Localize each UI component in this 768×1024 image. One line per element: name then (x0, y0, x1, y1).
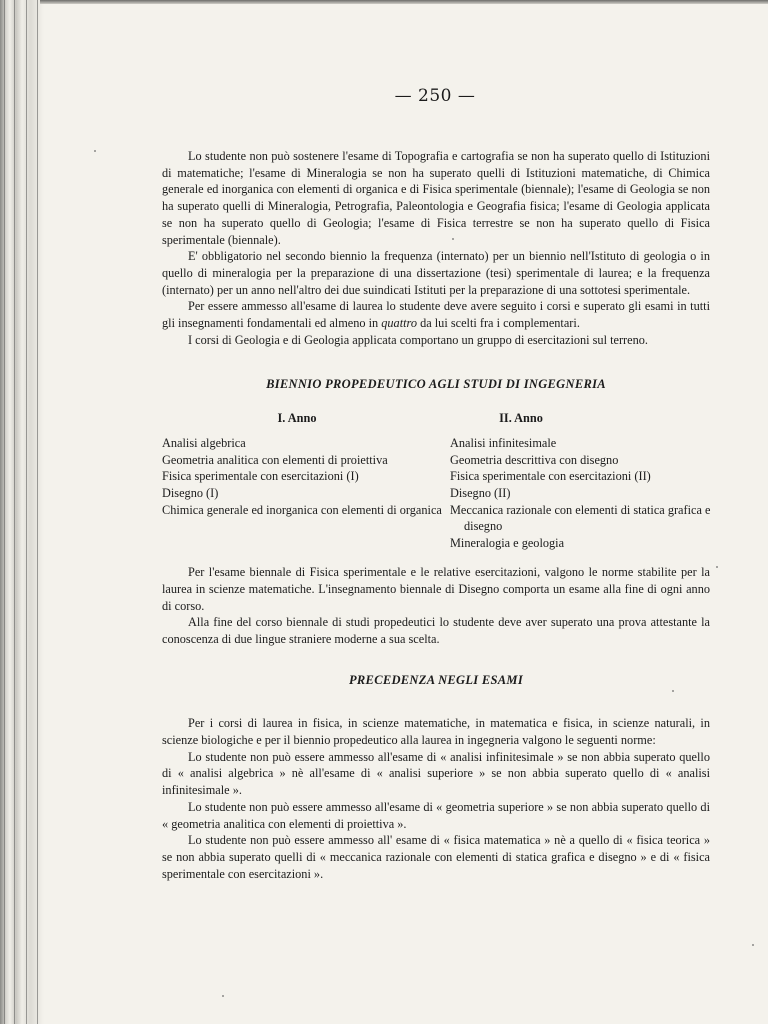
course-item: Disegno (I) (162, 485, 219, 500)
section-title-precedenza: PRECEDENZA NEGLI ESAMI (348, 672, 523, 687)
course-item: Analisi infinitesimale (450, 435, 557, 450)
binding-line (4, 0, 5, 1024)
body-paragraph: Lo studente non può essere ammesso all' esame di « fisica matematica » nè a quello di « fisica teorica » se non abbia superato quelli di « meccanica razionale con elementi di statica grafica e disegno » e di « fisica sperimentale con esercitazioni ». (162, 833, 710, 881)
course-item: Analisi algebrica (162, 435, 246, 450)
binding-line (37, 0, 38, 1024)
body-paragraph: Alla fine del corso biennale di studi propedeutici lo studente deve aver superato una prova attestante la conoscenza di due lingue straniere moderne a sua scelta. (162, 615, 710, 646)
year-1-heading: I. Anno (277, 411, 317, 426)
binding-line (26, 0, 27, 1024)
year-2-column (450, 410, 712, 552)
year-1-column (162, 410, 442, 518)
biennio-notes (162, 564, 710, 648)
course-item: Disegno (II) (450, 485, 511, 500)
section-title-biennio: BIENNIO PROPEDEUTICO AGLI STUDI DI INGEGNERIA (266, 377, 606, 392)
body-paragraph: I corsi di Geologia e di Geologia applicata comportano un gruppo di esercitazioni sul terreno. (188, 332, 648, 347)
year-1-course-list (162, 435, 442, 519)
course-item: Mineralogia e geologia (450, 536, 565, 551)
page-number: — 250 — (394, 86, 476, 106)
body-paragraph: Lo studente non può essere ammesso all'esame di « geometria superiore » se non abbia superato quello di « geometria analitica con elementi di proiettiva ». (162, 799, 710, 831)
scan-speck (752, 944, 754, 946)
scan-top-edge (40, 0, 768, 4)
body-paragraph: Per i corsi di laurea in fisica, in scienze matematiche, in matematica e fisica, in scienze naturali, in scienze biologiche e per il biennio propedeutico alla laurea in ingegneria valgono le seguenti norme: (162, 716, 710, 748)
page-body (162, 148, 710, 882)
body-paragraph: E' obbligatorio nel secondo biennio la frequenza (internato) per un biennio nell'Istituto di geologia o in quello di mineralogia per la preparazione di una dissertazione (tesi) sperimentale di laurea; e la frequenza (internato) per un anno nell'altro dei due suindicati Istituti per la preparazione di una sottotesi sperimentale. (162, 249, 710, 297)
course-item: Fisica sperimentale con esercitazioni (II) (450, 469, 651, 484)
course-columns (162, 410, 711, 551)
body-paragraph: Per essere ammesso all'esame di laurea lo studente deve avere seguito i corsi e superato gli esami in tutti gli insegnamenti fondamentali ed almeno in quattro da lui scelti fra i complementari. (162, 299, 710, 331)
scan-speck (222, 995, 224, 997)
emphasis-word: quattro (381, 316, 418, 331)
scan-speck (94, 150, 96, 152)
course-item: Geometria analitica con elementi di proiettiva (162, 452, 388, 467)
course-item: Fisica sperimentale con esercitazioni (I) (162, 469, 359, 484)
body-paragraph: Lo studente non può essere ammesso all'esame di « analisi infinitesimale » se non abbia superato quello di « analisi algebrica » nè all'esame di « analisi superiore » se non abbia superato quello di « analisi infinitesimale ». (162, 749, 710, 798)
body-paragraph: Per l'esame biennale di Fisica sperimentale e le relative esercitazioni, valgono le norme stabilite per la laurea in scienze matematiche. L'insegnamento biennale di Disegno comporta un esame alla fine di ogni anno di corso. (162, 565, 710, 613)
course-item: Meccanica razionale con elementi di statica grafica e disegno (450, 502, 711, 534)
body-paragraph: Lo studente non può sostenere l'esame di Topografia e cartografia se non ha superato quello di Istituzioni di matematiche; l'esame di Mineralogia se non ha superato quelli di Istituzioni matematiche, di Chimica generale ed inorganica con elementi di organica e di Fisica sperimentale (biennale); l'esame di Geologia se non ha superato quelli di Mineralogia, Petrografia, Paleontologia e Geografia fisica; l'esame di Geologia applicata se non ha superato quello di Geologia; l'esame di Fisica terrestre se non ha superato quello di Fisica sperimentale (biennale). (162, 149, 710, 247)
year-2-course-list (450, 435, 712, 552)
course-item: Chimica generale ed inorganica con elementi di organica (162, 502, 442, 517)
year-2-heading: II. Anno (499, 411, 543, 426)
binding-line (14, 0, 15, 1024)
course-item: Geometria descrittiva con disegno (450, 452, 619, 467)
scan-speck (716, 566, 718, 568)
